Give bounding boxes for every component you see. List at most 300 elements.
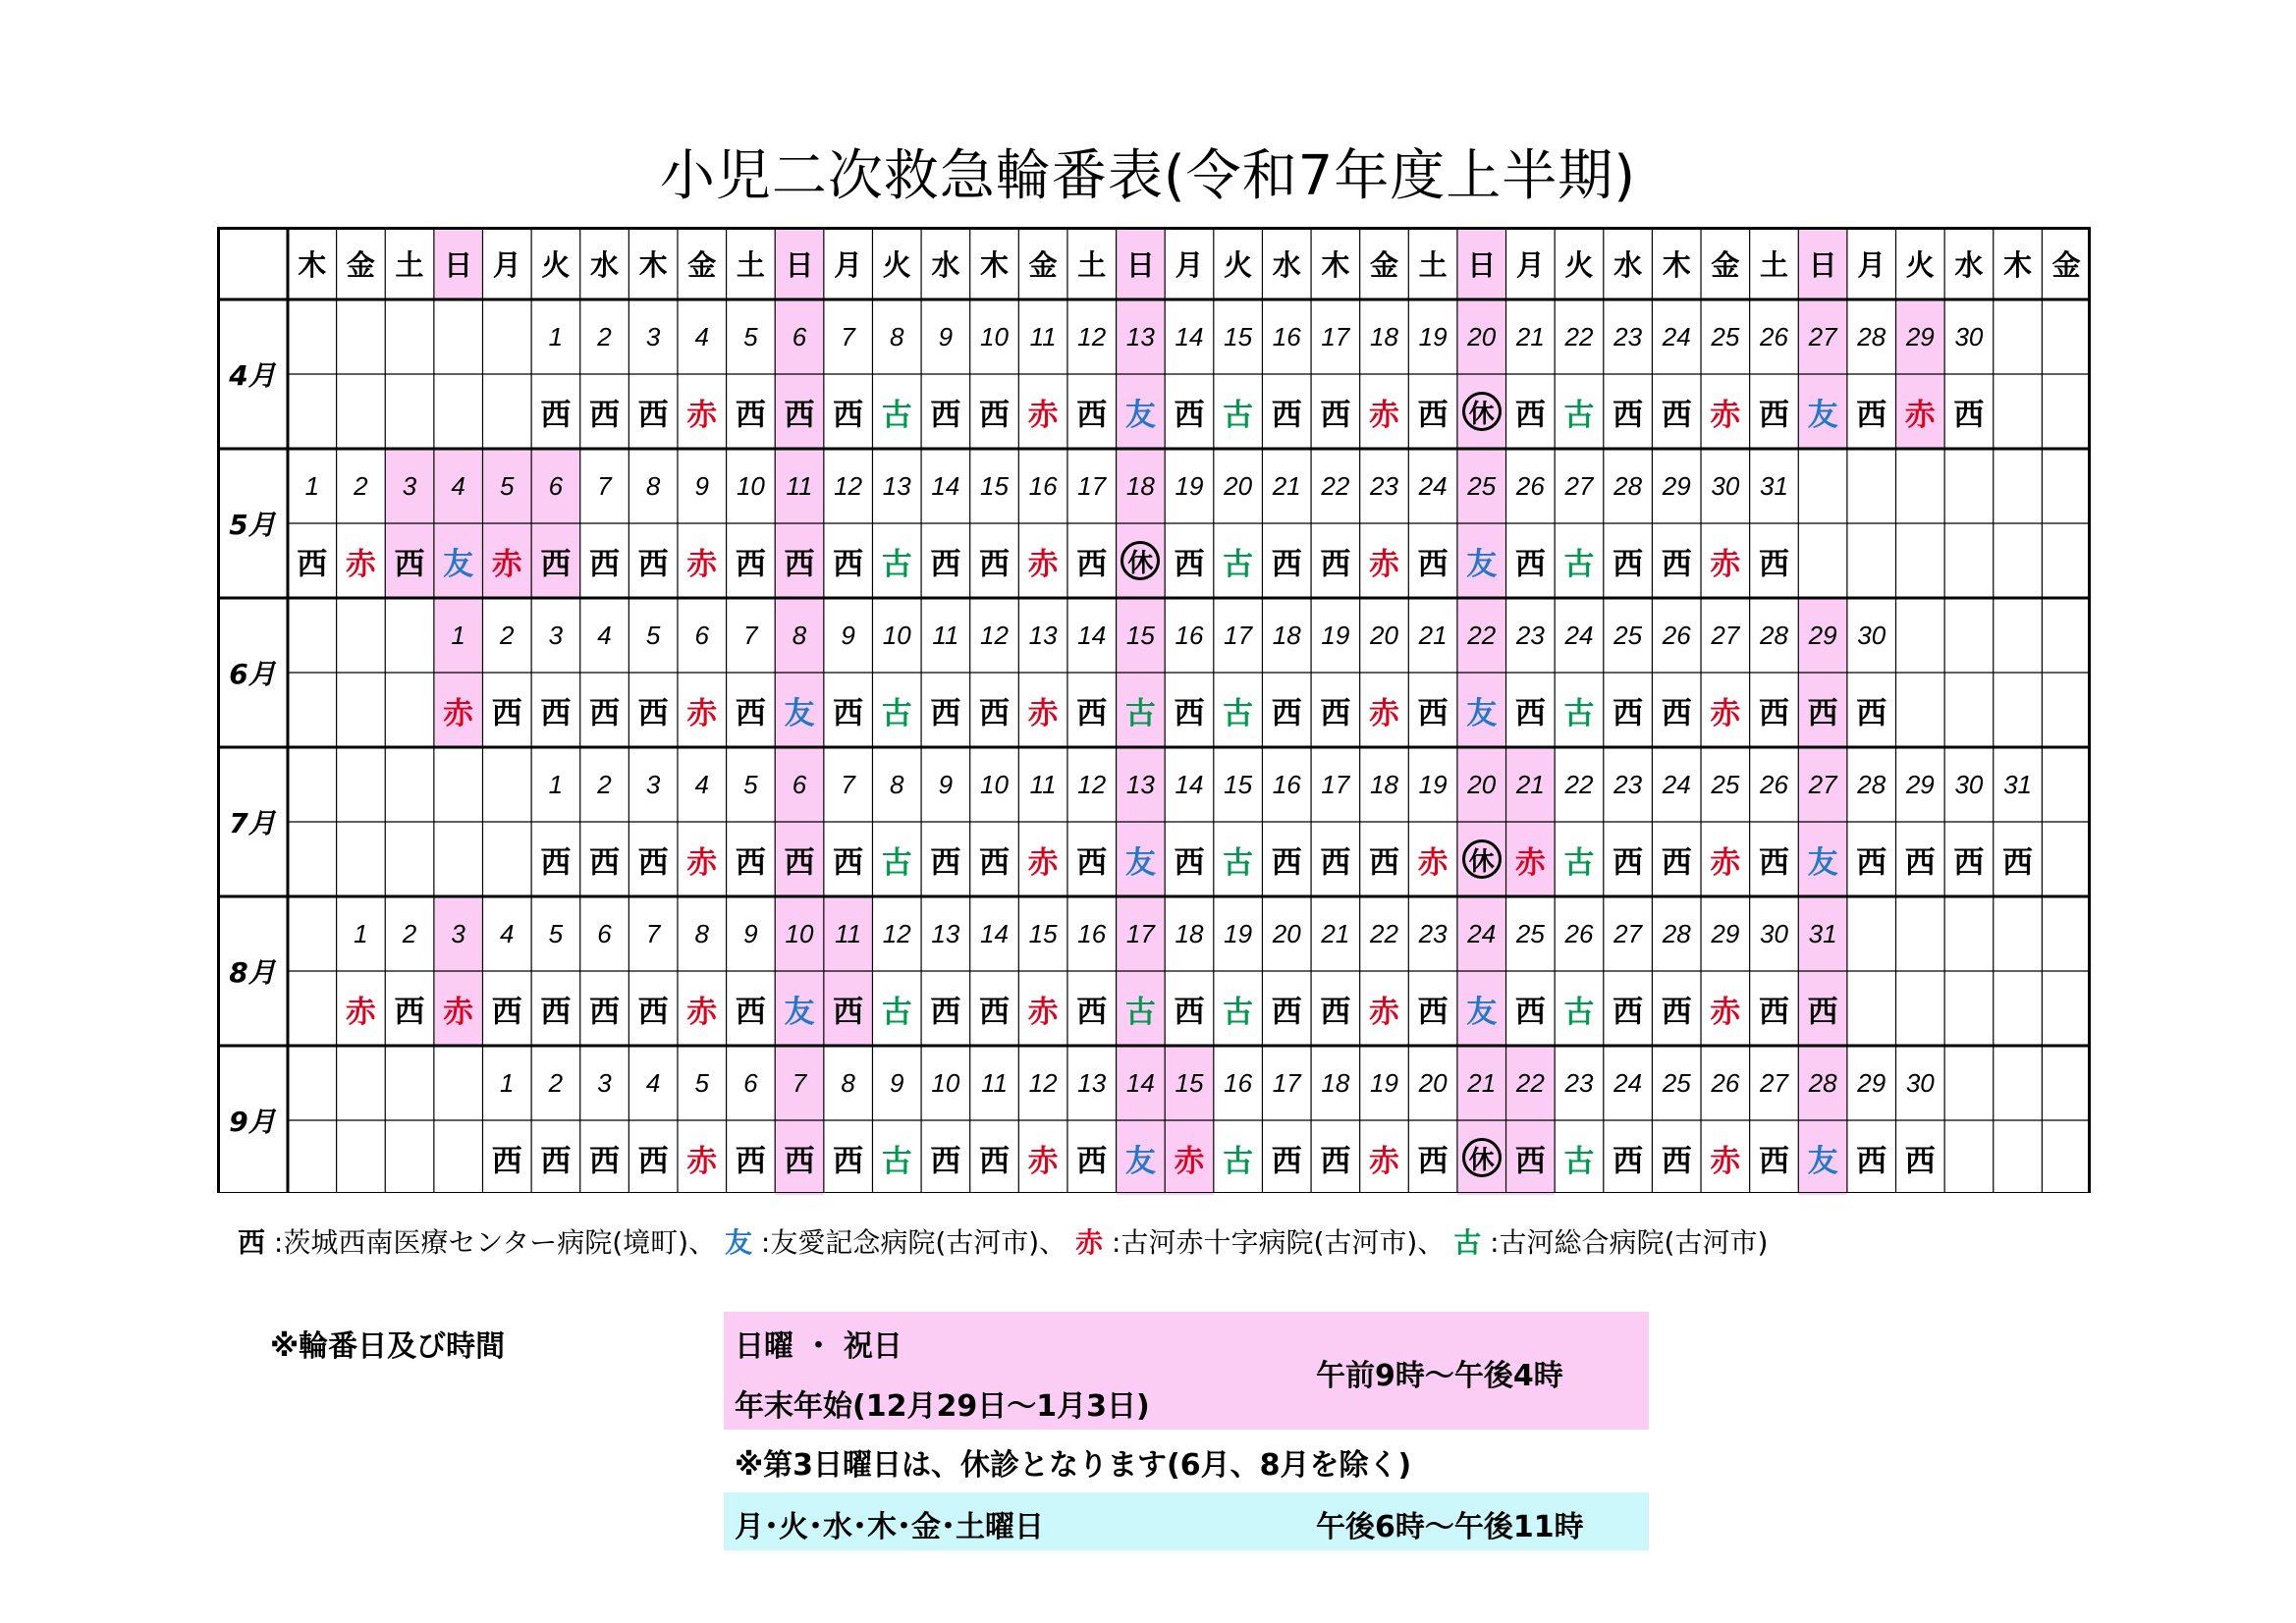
holiday-line-1: 日曜 ・ 祝日 [735,1329,902,1364]
hospital-code: 西 [589,1143,621,1179]
hospital-code: 西 [833,1143,864,1179]
hospital-code: 西 [1758,397,1789,433]
day-number: 7 [743,620,758,650]
weekday-header-cell: 水 [1272,247,1301,282]
hospital-code: 赤 [1904,397,1936,433]
day-number: 16 [1028,470,1058,501]
hospital-code: 西 [1856,695,1887,731]
hospital-code: 西 [1613,844,1644,881]
day-number: 27 [1564,470,1594,501]
day-number: 1 [548,321,564,352]
day-number: 7 [841,769,855,799]
hospital-code: 西 [930,695,961,731]
hospital-code: 西 [1417,994,1449,1030]
hospital-code: 西 [589,695,621,731]
day-number: 26 [1759,769,1788,799]
hospital-code: 西 [784,844,815,881]
day-number: 30 [1857,620,1886,650]
hospital-code: 赤 [686,1143,718,1179]
day-number: 3 [645,321,661,352]
weekday-header-cell: 火 [1905,247,1935,282]
day-number: 27 [1613,918,1643,948]
closed-circle: 休 [1462,839,1502,879]
hospital-code: 西 [1953,844,1985,881]
day-number: 19 [1370,1067,1398,1098]
holiday-line-2: 年末年始(12月29日～1月3日) [735,1389,1150,1424]
hospital-code: 西 [1953,397,1985,433]
day-number: 30 [1954,321,1984,352]
day-number: 3 [548,620,564,650]
day-number: 16 [1077,918,1107,948]
day-number: 6 [694,620,709,650]
weekday-header-cell: 火 [541,247,571,282]
day-number: 28 [1759,620,1788,650]
day-number: 27 [1808,321,1837,352]
hospital-code: 古 [1223,695,1254,731]
day-number: 13 [1028,620,1058,650]
hospital-code: 赤 [1368,397,1399,433]
month-label: 4月 [229,359,276,392]
hospital-code: 古 [1563,546,1595,582]
hospital-code: 赤 [491,546,522,582]
hospital-code: 西 [1271,397,1302,433]
hospital-code: 西 [637,695,669,731]
hospital-code: 西 [833,695,864,731]
day-number: 14 [931,470,960,501]
hospital-code: 西 [1758,844,1789,881]
hospital-code: 西 [1613,546,1644,582]
hospital-code: 古 [1563,695,1595,731]
hospital-code: 西 [1320,994,1351,1030]
hospital-code: 西 [735,546,766,582]
hospital-code: 赤 [443,695,474,731]
day-number: 12 [980,620,1009,650]
hospital-code: 西 [735,994,766,1030]
hospital-legend [238,1221,1768,1261]
day-number: 18 [1370,769,1398,799]
day-number: 24 [1662,321,1691,352]
hospital-code: 西 [1661,546,1692,582]
hospital-code: 古 [1563,844,1595,881]
weekday-header-cell: 水 [590,247,620,282]
hospital-code: 西 [978,994,1010,1030]
hospital-code: 赤 [1027,994,1059,1030]
hospital-code: 赤 [686,844,718,881]
rota-table [217,227,2091,1193]
page-title: 小児二次救急輪番表(令和7年度上半期) [659,144,1637,208]
hospital-code: 友 [1124,397,1156,433]
hospital-code: 古 [1124,695,1156,731]
day-number: 28 [1857,321,1886,352]
day-number: 6 [792,769,807,799]
hospital-code: 西 [833,397,864,433]
day-number: 5 [500,470,515,501]
day-number: 25 [1467,470,1497,501]
hospital-code: 西 [1856,397,1887,433]
day-number: 12 [1028,1067,1058,1098]
hospital-code: 西 [589,994,621,1030]
hospital-code: 赤 [1710,844,1741,881]
hospital-code: 西 [1320,397,1351,433]
day-number: 6 [743,1067,758,1098]
day-number: 7 [841,321,855,352]
hospital-code: 赤 [1710,994,1741,1030]
weekday-header-cell: 月 [1857,247,1886,282]
hospital-code: 西 [1320,1143,1351,1179]
day-number: 17 [1321,321,1350,352]
hospital-code: 西 [589,546,621,582]
hospital-code: 西 [735,397,766,433]
hospital-code: 西 [1613,994,1644,1030]
day-number: 9 [938,769,954,799]
day-number: 7 [645,918,661,948]
hospital-code: 古 [1223,1143,1254,1179]
day-number: 5 [694,1067,709,1098]
day-number: 20 [1370,620,1398,650]
hospital-code: 西 [394,546,425,582]
day-number: 11 [980,1067,1008,1098]
day-number: 27 [1711,620,1740,650]
hospital-code: 友 [1124,1143,1156,1179]
day-number: 24 [1467,918,1497,948]
hospital-code: 赤 [686,397,718,433]
weekday-header-cell: 木 [1321,247,1350,282]
weekday-header-cell: 日 [1798,227,1847,299]
day-number: 15 [1028,918,1058,948]
day-number: 31 [1808,918,1837,948]
hospital-code: 古 [1223,397,1254,433]
day-number: 14 [1077,620,1107,650]
day-number: 26 [1662,620,1691,650]
hospital-code: 西 [1271,844,1302,881]
hospital-code: 西 [978,695,1010,731]
day-number: 10 [980,321,1009,352]
day-number: 15 [1125,620,1155,650]
hospital-code: 古 [881,695,912,731]
day-number: 16 [1272,321,1301,352]
hospital-code: 西 [1514,397,1546,433]
day-number: 20 [1224,470,1253,501]
hospital-code: 西 [784,546,815,582]
day-number: 14 [1175,769,1204,799]
weekday-header-cell: 日 [1457,227,1506,299]
hospital-code: 赤 [1514,844,1546,881]
day-number: 2 [548,1067,564,1098]
day-number: 8 [890,769,904,799]
hospital-code: 西 [1174,546,1205,582]
hospital-code: 西 [540,695,572,731]
day-number: 21 [1467,1067,1497,1098]
hospital-code: 西 [1661,994,1692,1030]
hospital-code: 西 [833,546,864,582]
weekday-header-cell: 土 [1418,247,1448,282]
hospital-code: 西 [1613,1143,1644,1179]
hospital-code: 西 [1174,994,1205,1030]
hospital-code: 赤 [1710,1143,1741,1179]
day-number: 10 [785,918,814,948]
day-number: 29 [1711,918,1740,948]
day-number: 2 [597,321,612,352]
day-number: 15 [980,470,1009,501]
day-number: 13 [1125,769,1155,799]
closed-circle: 休 [1462,392,1502,431]
hospital-code: 西 [1661,1143,1692,1179]
hospital-code: 西 [1904,844,1936,881]
hospital-code: 西 [1076,844,1108,881]
day-number: 18 [1370,321,1398,352]
day-number: 21 [1272,470,1301,501]
day-number: 11 [932,620,959,650]
day-number: 1 [354,918,368,948]
month-label: 7月 [229,807,276,839]
day-number: 21 [1515,769,1545,799]
hospital-code: 古 [881,1143,912,1179]
day-number: 2 [354,470,368,501]
hospital-code: 友 [1807,397,1838,433]
hospital-code: 赤 [1368,695,1399,731]
hospital-code: 西 [540,397,572,433]
hospital-code: 西 [1320,695,1351,731]
weekday-header-cell: 火 [1224,247,1253,282]
hospital-code: 西 [1076,1143,1108,1179]
hospital-code: 西 [1661,695,1692,731]
day-number: 23 [1515,620,1545,650]
day-number: 8 [645,470,661,501]
hospital-code: 西 [1661,397,1692,433]
hospital-code: 西 [1271,695,1302,731]
day-number: 21 [1321,918,1350,948]
hospital-code: 西 [784,1143,815,1179]
day-number: 22 [1370,918,1398,948]
day-number: 16 [1175,620,1204,650]
hospital-code: 古 [1563,1143,1595,1179]
day-number: 11 [835,918,862,948]
hospital-code: 西 [978,1143,1010,1179]
day-number: 24 [1613,1067,1643,1098]
day-number: 1 [500,1067,515,1098]
hospital-code: 友 [443,546,474,582]
day-number: 22 [1564,321,1594,352]
day-number: 11 [1029,769,1057,799]
table-grid-lines [217,227,2091,1193]
day-number: 12 [1077,769,1107,799]
day-number: 23 [1418,918,1448,948]
day-number: 9 [938,321,954,352]
day-number: 9 [841,620,855,650]
day-number: 29 [1662,470,1691,501]
hospital-code: 西 [1758,546,1789,582]
hospital-code: 西 [1417,397,1449,433]
hospital-code: 西 [1368,844,1399,881]
day-number: 18 [1125,470,1155,501]
day-number: 30 [1954,769,1984,799]
hospital-code: 西 [1904,1143,1936,1179]
hospital-code: 西 [540,994,572,1030]
day-number: 3 [597,1067,612,1098]
hospital-code: 赤 [686,695,718,731]
day-number: 16 [1272,769,1301,799]
weekday-header-cell: 金 [1028,247,1058,282]
day-number: 19 [1321,620,1350,650]
day-number: 10 [882,620,911,650]
hospital-code: 西 [637,397,669,433]
hospital-code: 西 [1174,844,1205,881]
hospital-code: 西 [1758,695,1789,731]
hospital-code: 西 [735,844,766,881]
day-number: 4 [597,620,612,650]
day-number: 1 [548,769,564,799]
hospital-code: 友 [784,994,815,1030]
day-number: 20 [1418,1067,1448,1098]
day-number: 27 [1759,1067,1788,1098]
day-number: 16 [1224,1067,1253,1098]
weekday-header-cell: 土 [395,247,424,282]
legend-key: 古 [1453,1226,1482,1259]
day-number: 25 [1711,769,1740,799]
hospital-code: 西 [1514,1143,1546,1179]
weekday-header-cell: 月 [1515,247,1545,282]
day-number: 5 [743,321,758,352]
weekday-header-cell: 水 [1613,247,1643,282]
day-number: 20 [1467,321,1497,352]
legend-key: 赤 [1075,1226,1104,1259]
hospital-code: 西 [394,994,425,1030]
day-number: 13 [931,918,960,948]
day-number: 26 [1711,1067,1740,1098]
hospital-code: 友 [1807,1143,1838,1179]
day-number: 2 [597,769,612,799]
hospital-code: 西 [1613,397,1644,433]
day-number: 8 [890,321,904,352]
hospital-code: 古 [1563,994,1595,1030]
hospital-code: 西 [1514,994,1546,1030]
day-number: 22 [1467,620,1497,650]
day-number: 7 [597,470,612,501]
day-number: 6 [548,470,564,501]
hospital-code: 古 [881,994,912,1030]
weekday-header-cell: 水 [1954,247,1984,282]
hospital-code: 西 [540,546,572,582]
day-number: 15 [1224,321,1253,352]
hospital-code: 西 [589,844,621,881]
day-number: 10 [980,769,1009,799]
day-number: 25 [1662,1067,1691,1098]
hospital-code: 西 [1613,695,1644,731]
day-number: 24 [1418,470,1448,501]
hospital-code: 西 [637,546,669,582]
day-number: 18 [1175,918,1204,948]
day-number: 13 [1077,1067,1107,1098]
hospital-code: 西 [930,994,961,1030]
hospital-code: 西 [1856,844,1887,881]
hospital-code: 西 [1856,1143,1887,1179]
day-number: 4 [645,1067,661,1098]
hospital-code: 赤 [1027,546,1059,582]
day-number: 6 [597,918,612,948]
day-number: 4 [694,321,709,352]
day-number: 31 [2003,769,2033,799]
legend-text: :茨城西南医療センター病院(境町)、 [265,1226,725,1259]
legend-key: 友 [724,1226,752,1259]
weekday-line: 月･火･水･木･金･土曜日 [735,1510,1044,1544]
hospital-code: 赤 [1368,546,1399,582]
day-number: 5 [548,918,564,948]
hospital-code: 西 [978,844,1010,881]
hospital-code: 赤 [1174,1143,1205,1179]
day-number: 4 [451,470,465,501]
closed-circle: 休 [1121,541,1160,580]
hospital-code: 西 [735,1143,766,1179]
day-number: 6 [792,321,807,352]
hospital-code: 友 [1466,695,1498,731]
legend-key: 西 [238,1226,266,1259]
hospital-code: 友 [784,695,815,731]
hospital-code: 西 [1320,546,1351,582]
day-number: 9 [890,1067,904,1098]
day-number: 12 [882,918,911,948]
hospital-code: 西 [1174,695,1205,731]
legend-text: :古河赤十字病院(古河市)、 [1103,1226,1454,1259]
hospital-code: 西 [833,844,864,881]
holiday-hours: 午前9時～午後4時 [1316,1359,1563,1393]
hospital-code: 西 [1807,695,1838,731]
day-number: 17 [1125,918,1155,948]
weekday-header-cell: 木 [2003,247,2033,282]
day-number: 22 [1515,1067,1545,1098]
day-number: 29 [1857,1067,1886,1098]
month-label: 8月 [229,956,276,989]
hospital-code: 西 [930,546,961,582]
hospital-code: 西 [735,695,766,731]
weekday-header-cell: 水 [931,247,960,282]
day-number: 29 [1808,620,1837,650]
hospital-code: 古 [1223,546,1254,582]
month-label: 6月 [229,658,276,690]
day-number: 8 [694,918,709,948]
day-number: 15 [1224,769,1253,799]
hospital-code: 西 [1758,1143,1789,1179]
hospital-code: 西 [2002,844,2034,881]
hospital-code: 赤 [345,546,376,582]
hospital-code: 友 [1807,844,1838,881]
day-number: 23 [1613,321,1643,352]
day-number: 25 [1613,620,1643,650]
weekday-header-cell: 土 [1077,247,1107,282]
day-number: 15 [1175,1067,1204,1098]
hospital-code: 西 [1417,546,1449,582]
day-number: 20 [1467,769,1497,799]
day-number: 23 [1564,1067,1594,1098]
day-number: 26 [1759,321,1788,352]
day-number: 9 [743,918,758,948]
hospital-code: 赤 [686,994,718,1030]
day-number: 7 [792,1067,807,1098]
hospital-code: 西 [833,994,864,1030]
hospital-code: 西 [930,397,961,433]
day-number: 22 [1564,769,1594,799]
day-number: 17 [1077,470,1107,501]
hospital-code: 西 [1271,546,1302,582]
hospital-code: 西 [1514,695,1546,731]
day-number: 12 [1077,321,1107,352]
hospital-code: 西 [1271,994,1302,1030]
day-number: 8 [841,1067,855,1098]
day-number: 4 [500,918,515,948]
day-number: 30 [1711,470,1740,501]
hospital-code: 西 [540,844,572,881]
hospital-code: 赤 [1417,844,1449,881]
closed-note: ※第3日曜日は、休診となります(6月、8月を除く) [735,1448,1412,1483]
